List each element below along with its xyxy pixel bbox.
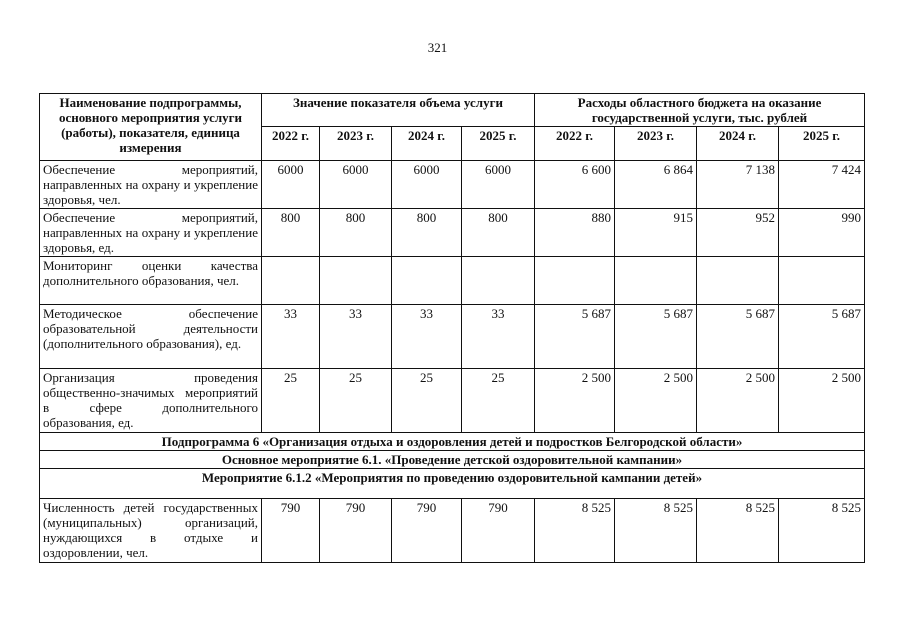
- page-number: 321: [427, 40, 448, 55]
- expense-cell: 6 864: [615, 161, 697, 209]
- expense-cell: 8 525: [535, 499, 615, 563]
- expense-cell: 6 600: [535, 161, 615, 209]
- expense-cell: 5 687: [535, 305, 615, 369]
- table-row: [40, 369, 865, 433]
- header-expense-year: 2024 г.: [697, 127, 779, 161]
- row-indicator-name: Численность детей госудаpственных (муниципальных) организаций, нуждающихся в отдыхе и оздоровлении, чел.: [40, 499, 262, 563]
- table-row: [40, 257, 865, 305]
- expense-cell: 990: [779, 209, 865, 257]
- header-expense-year: 2025 г.: [779, 127, 865, 161]
- expense-cell: 8 525: [697, 499, 779, 563]
- volume-cell: 800: [462, 209, 535, 257]
- volume-cell: 790: [392, 499, 462, 563]
- expense-cell: 2 500: [697, 369, 779, 433]
- header-volume-year: 2024 г.: [392, 127, 462, 161]
- subprogram-row: [40, 433, 865, 451]
- expense-cell: 2 500: [779, 369, 865, 433]
- row-indicator-name: Организация проведения общественно-значимых мероприятий в сфере дополнительного образования, ед.: [40, 369, 262, 433]
- volume-cell: [320, 257, 392, 305]
- expense-cell: [779, 257, 865, 305]
- volume-cell: 25: [320, 369, 392, 433]
- expense-cell: 7 138: [697, 161, 779, 209]
- header-volume-year: 2023 г.: [320, 127, 392, 161]
- row-indicator-name: Обеспечение мероприятий, направленных на охрану и укрепление здоровья, чел.: [40, 161, 262, 209]
- volume-cell: 790: [462, 499, 535, 563]
- expense-cell: 5 687: [697, 305, 779, 369]
- volume-cell: 33: [320, 305, 392, 369]
- volume-cell: 6000: [320, 161, 392, 209]
- volume-cell: 800: [320, 209, 392, 257]
- header-volume-year: 2022 г.: [262, 127, 320, 161]
- volume-cell: 33: [262, 305, 320, 369]
- expense-cell: 952: [697, 209, 779, 257]
- main-event-row: [40, 451, 865, 469]
- volume-cell: 800: [262, 209, 320, 257]
- volume-cell: 33: [392, 305, 462, 369]
- expense-cell: 880: [535, 209, 615, 257]
- header-volume-group: Значение показателя объема услуги: [262, 94, 535, 127]
- volume-cell: 6000: [392, 161, 462, 209]
- event-title: Мероприятие 6.1.2 «Мероприятия по проведению оздоровительной кампании детей»: [40, 469, 865, 499]
- budget-table: [39, 93, 865, 563]
- expense-cell: [615, 257, 697, 305]
- table-row: [40, 209, 865, 257]
- expense-cell: 915: [615, 209, 697, 257]
- expense-cell: 7 424: [779, 161, 865, 209]
- row-indicator-name: Обеспечение мероприятий, направленных на охрану и укрепление здоровья, ед.: [40, 209, 262, 257]
- expense-cell: 2 500: [615, 369, 697, 433]
- subprogram-title: Подпрограмма 6 «Организация отдыха и оздоровления детей и подростков Белгородской области»: [40, 433, 865, 451]
- volume-cell: [462, 257, 535, 305]
- header-expense-year: 2022 г.: [535, 127, 615, 161]
- volume-cell: 800: [392, 209, 462, 257]
- expense-cell: [535, 257, 615, 305]
- volume-cell: 25: [262, 369, 320, 433]
- header-name-column: Наименование подпрограммы, основного мероприятия услуги (работы), показателя, единица измерения: [40, 94, 262, 161]
- expense-cell: 5 687: [615, 305, 697, 369]
- expense-cell: 8 525: [615, 499, 697, 563]
- table-row: [40, 305, 865, 369]
- row-indicator-name: Методическое обеспечение образовательной деятельности (дополнительного образования), ед.: [40, 305, 262, 369]
- volume-cell: 6000: [462, 161, 535, 209]
- expense-cell: [697, 257, 779, 305]
- header-row-1: [40, 94, 865, 127]
- header-expense-group: Расходы областного бюджета на оказание государственной услуги, тыс. рублей: [535, 94, 865, 127]
- expense-cell: 5 687: [779, 305, 865, 369]
- event-row: [40, 469, 865, 499]
- expense-cell: 2 500: [535, 369, 615, 433]
- volume-cell: 33: [462, 305, 535, 369]
- expense-cell: 8 525: [779, 499, 865, 563]
- volume-cell: 6000: [262, 161, 320, 209]
- row-indicator-name: Мониторинг оценки качества дополнительного образования, чел.: [40, 257, 262, 305]
- table-row: [40, 161, 865, 209]
- header-expense-year: 2023 г.: [615, 127, 697, 161]
- header-volume-year: 2025 г.: [462, 127, 535, 161]
- table-row: [40, 499, 865, 563]
- volume-cell: 25: [462, 369, 535, 433]
- volume-cell: 790: [320, 499, 392, 563]
- volume-cell: 790: [262, 499, 320, 563]
- volume-cell: 25: [392, 369, 462, 433]
- main-event-title: Основное мероприятие 6.1. «Проведение детской оздоровительной кампании»: [40, 451, 865, 469]
- volume-cell: [262, 257, 320, 305]
- volume-cell: [392, 257, 462, 305]
